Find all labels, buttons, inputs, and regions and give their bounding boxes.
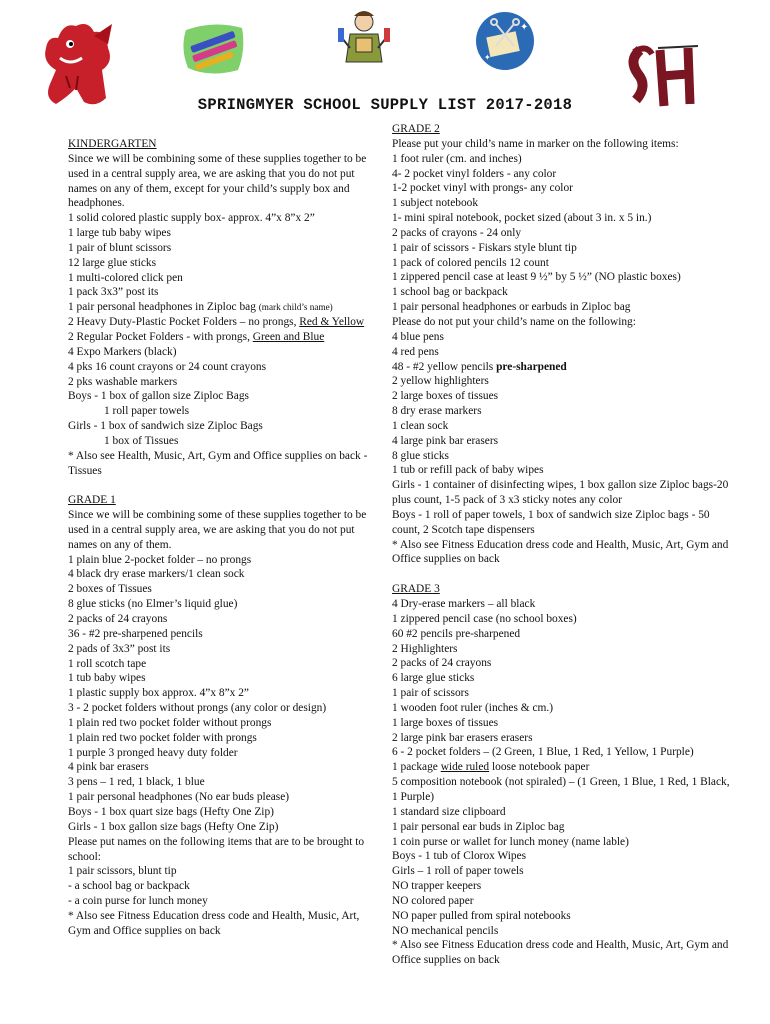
- kindergarten-heading: KINDERGARTEN: [68, 138, 157, 150]
- grade3-heading: GRADE 3: [392, 583, 440, 596]
- list-item: 2 Regular Pocket Folders - with prongs, Green and Blue: [68, 330, 325, 343]
- list-item: 1 large boxes of tissues: [392, 716, 499, 729]
- list-item: 1 school bag or backpack: [392, 286, 508, 299]
- list-item: 2 packs of 24 crayons: [392, 657, 492, 670]
- list-item: 1 plain red two pocket folder without prongs: [68, 716, 272, 729]
- list-item: 2 large pink bar erasers erasers: [392, 731, 533, 744]
- list-item: 1 plastic supply box approx. 4”x 8”x 2”: [68, 687, 249, 700]
- right-column: [392, 122, 732, 968]
- list-item: 2 packs of crayons - 24 only: [392, 226, 522, 239]
- grade2-no-name-note: Please do not put your child’s name on the following:: [392, 315, 636, 328]
- list-item: 1 pack of colored pencils 12 count: [392, 256, 549, 269]
- list-item: 4 red pens: [392, 345, 439, 358]
- grade1-heading: GRADE 1: [68, 494, 116, 507]
- list-item: Boys - 1 roll of paper towels, 1 box of sandwich size Ziploc bags - 50 count, 2 Scotch tape dispensers: [392, 508, 710, 536]
- grade2-note: * Also see Fitness Education dress code and Health, Music, Art, Gym and Office supplies on back: [392, 538, 729, 566]
- list-item: 8 glue sticks: [392, 449, 449, 462]
- grade1-note: * Also see Fitness Education dress code and Health, Music, Art, Gym and Office supplies on back: [68, 909, 360, 937]
- list-item: Boys - 1 box of gallon size Ziploc Bags: [68, 390, 249, 403]
- list-item: 4 Expo Markers (black): [68, 345, 177, 358]
- list-item: 1 purple 3 pronged heavy duty folder: [68, 746, 238, 759]
- list-item: 8 glue sticks (no Elmer’s liquid glue): [68, 598, 238, 611]
- list-item: 1 large tub baby wipes: [68, 227, 171, 240]
- grade1-intro: Since we will be combining some of these supplies together to be used in a central supply area, we are asking that you do not put names on any of them.: [68, 509, 367, 551]
- school-supplies-badge-icon: [474, 10, 536, 72]
- list-item: 1 plain red two pocket folder with prongs: [68, 731, 257, 744]
- list-item: 3 pens – 1 red, 1 black, 1 blue: [68, 776, 205, 789]
- grade2-name-note: Please put your child’s name in marker on the following items:: [392, 137, 679, 150]
- list-item: 1 pair personal headphones in Ziploc bag (mark child’s name): [68, 301, 333, 314]
- list-item: 4 Dry-erase markers – all black: [392, 598, 536, 610]
- list-item: 4 black dry erase markers/1 clean sock: [68, 568, 245, 581]
- list-item: 1 pair personal headphones (No ear buds please): [68, 791, 290, 804]
- list-item: 1 coin purse or wallet for lunch money (name lable): [392, 835, 629, 848]
- list-item: Girls – 1 roll of paper towels: [392, 865, 524, 878]
- list-item: 1 solid colored plastic supply box- approx. 4”x 8”x 2”: [68, 212, 315, 225]
- list-item: Boys - 1 tub of Clorox Wipes: [392, 850, 527, 863]
- list-item: 6 - 2 pocket folders – (2 Green, 1 Blue, 1 Red, 1 Yellow, 1 Purple): [392, 746, 694, 759]
- list-item: NO mechanical pencils: [392, 924, 499, 937]
- list-item: 1 pack 3x3” post its: [68, 286, 159, 299]
- list-item: 2 pks washable markers: [68, 375, 178, 388]
- list-item: Girls - 1 container of disinfecting wipes, 1 box gallon size Ziploc bags-20 plus count, 1-5 pack of 3 x3 sticky notes any color: [392, 479, 729, 507]
- list-item: 1 pair of blunt scissors: [68, 241, 172, 254]
- list-item: 8 dry erase markers: [392, 405, 482, 418]
- list-item: 1- mini spiral notebook, pocket sized (about 3 in. x 5 in.): [392, 212, 652, 225]
- list-item: - a coin purse for lunch money: [68, 895, 208, 908]
- list-item: 1 zippered pencil case at least 9 ½” by 5 ½” (NO plastic boxes): [392, 271, 681, 284]
- grade3-note: * Also see Fitness Education dress code and Health, Music, Art, Gym and Office supplies on back: [392, 939, 729, 967]
- grade1-names-note: Please put names on the following items that are to be brought to school:: [68, 835, 365, 863]
- list-item: 2 boxes of Tissues: [68, 583, 152, 596]
- list-item: 4 pink bar erasers: [68, 761, 149, 774]
- svg-text:✦: ✦: [520, 22, 529, 33]
- list-item: Girls - 1 box of sandwich size Ziploc Bags: [68, 420, 263, 433]
- list-item: 1 pair of scissors: [392, 687, 469, 700]
- list-item: NO paper pulled from spiral notebooks: [392, 909, 571, 922]
- crayons-icon: [180, 20, 248, 78]
- student-with-supplies-icon: [336, 8, 392, 70]
- list-item: 2 Highlighters: [392, 642, 458, 655]
- list-item: 2 large boxes of tissues: [392, 390, 499, 403]
- list-item: 1 roll scotch tape: [68, 657, 147, 670]
- list-item: 60 #2 pencils pre-sharpened: [392, 627, 521, 640]
- list-item: 1 subject notebook: [392, 197, 479, 210]
- list-item: 1 pair personal headphones or earbuds in Ziploc bag: [392, 301, 631, 314]
- list-item: 2 yellow highlighters: [392, 375, 489, 388]
- list-item: 1 standard size clipboard: [392, 805, 506, 818]
- list-item: 5 composition notebook (not spiraled) – (1 Green, 1 Blue, 1 Red, 1 Black, 1 Purple): [392, 776, 730, 803]
- list-item: 2 pads of 3x3” post its: [68, 642, 171, 655]
- kindergarten-intro: Since we will be combining some of these supplies together to be used in a central supply area, we are asking that you do not put names on any of them, except for your child’s supply box and headphones.: [68, 152, 367, 210]
- list-item: Boys - 1 box quart size bags (Hefty One Zip): [68, 805, 274, 818]
- list-item: 2 packs of 24 crayons: [68, 613, 168, 625]
- list-item: 1 box of Tissues: [104, 434, 179, 447]
- list-item: 4 large pink bar erasers: [392, 434, 499, 447]
- list-item: 1 wooden foot ruler (inches & cm.): [392, 701, 554, 714]
- list-item: 1-2 pocket vinyl with prongs- any color: [392, 182, 573, 195]
- list-item: 1 foot ruler (cm. and inches): [392, 152, 522, 165]
- list-item: 1 pair scissors, blunt tip: [68, 865, 177, 878]
- list-item: 1 clean sock: [392, 419, 449, 432]
- list-item: 1 tub or refill pack of baby wipes: [392, 464, 544, 477]
- list-item: 1 multi-colored click pen: [68, 271, 183, 284]
- list-item: 4 blue pens: [392, 330, 444, 343]
- list-item: 12 large glue sticks: [68, 256, 157, 269]
- list-item: 1 plain blue 2-pocket folder – no prongs: [68, 553, 252, 566]
- list-item: 6 large glue sticks: [392, 672, 475, 685]
- list-item: NO trapper keepers: [392, 880, 482, 893]
- list-item: NO colored paper: [392, 894, 474, 907]
- svg-text:✦: ✦: [484, 53, 491, 62]
- list-item: 4- 2 pocket vinyl folders - any color: [392, 167, 557, 180]
- list-item: 1 zippered pencil case (no school boxes): [392, 612, 577, 625]
- list-item: 1 roll paper towels: [104, 405, 190, 418]
- grade2-heading: GRADE 2: [392, 123, 440, 135]
- left-column: [68, 137, 380, 939]
- kindergarten-note: * Also see Health, Music, Art, Gym and Office supplies on back - Tissues: [68, 449, 368, 477]
- list-item: 1 tub baby wipes: [68, 672, 146, 685]
- list-item: 48 - #2 yellow pencils pre-sharpened: [392, 360, 567, 373]
- list-item: - a school bag or backpack: [68, 880, 190, 893]
- list-item: 36 - #2 pre-sharpened pencils: [68, 627, 203, 640]
- list-item: 3 - 2 pocket folders without prongs (any color or design): [68, 702, 327, 715]
- list-item: 2 Heavy Duty-Plastic Pocket Folders – no prongs, Red & Yellow: [68, 316, 365, 329]
- list-item: 1 package wide ruled loose notebook paper: [392, 761, 590, 774]
- page-title: SPRINGMYER SCHOOL SUPPLY LIST 2017-2018: [197, 96, 573, 114]
- list-item: 4 pks 16 count crayons or 24 count crayons: [68, 360, 267, 373]
- list-item: 1 pair of scissors - Fiskars style blunt tip: [392, 241, 577, 254]
- list-item: Girls - 1 box gallon size bags (Hefty One Zip): [68, 820, 279, 833]
- list-item: 1 pair personal ear buds in Ziploc bag: [392, 820, 565, 833]
